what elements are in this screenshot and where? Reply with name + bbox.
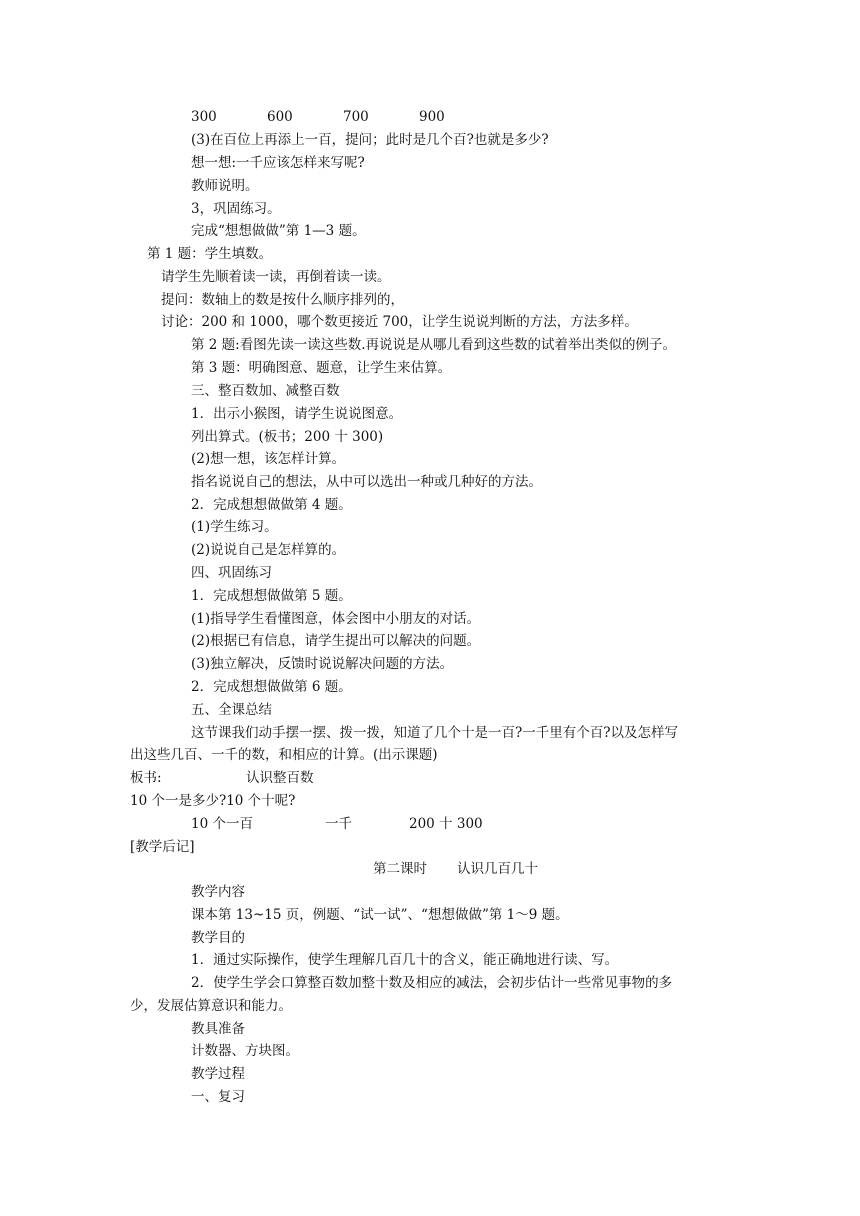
board-label: 板书: (130, 770, 162, 786)
text-line: (3)独立解决，反馈时说说解决问题的方法。 (191, 656, 454, 672)
section-heading: 一、复习 (191, 1089, 245, 1105)
text-line: 2．完成想想做做第 6 题。 (191, 679, 352, 695)
text-line: 列出算式。(板书；200 十 300) (191, 429, 384, 445)
teaching-notes-label: [教学后记] (130, 839, 195, 855)
text-line: 提问：数轴上的数是按什么顺序排列的， (161, 292, 404, 308)
board-title: 认识整百数 (246, 770, 314, 786)
text-line: 1．出示小猴图，请学生说说图意。 (191, 406, 403, 422)
lesson-period: 第二课时 (373, 861, 427, 877)
number-900: 900 (419, 109, 445, 125)
board-item: 一千 (325, 816, 352, 832)
text-line: (1)学生练习。 (191, 519, 278, 535)
board-item: 200 十 300 (409, 816, 483, 832)
section-heading: 教学过程 (191, 1066, 245, 1082)
section-heading: 教具准备 (191, 1021, 245, 1037)
board-header (130, 769, 314, 787)
board-question: 10 个一是多少?10 个十呢? (130, 793, 296, 809)
section-heading: 教学目的 (191, 930, 245, 946)
text-line: (1)指导学生看懂图意，体会图中小朋友的对话。 (191, 611, 481, 627)
board-items (191, 815, 483, 833)
text-line: 3，巩固练习。 (191, 201, 281, 217)
section-heading: 三、整百数加、减整百数 (191, 383, 340, 399)
text-line: 2．完成想想做做第 4 题。 (191, 497, 352, 513)
text-line: (2)根据已有信息，请学生提出可以解决的问题。 (191, 633, 481, 649)
text-line: 1．通过实际操作，使学生理解几百几十的含义，能正确地进行读、写。 (191, 952, 619, 968)
text-line: 少，发展估算意识和能力。 (130, 998, 292, 1014)
text-line: (3)在百位上再添上一百，提问；此时是几个百?也就是多少? (191, 132, 549, 148)
lesson-heading (373, 860, 538, 878)
text-line: 指名说说自己的想法，从中可以选出一种或几种好的方法。 (191, 474, 542, 490)
section-heading: 教学内容 (191, 884, 245, 900)
number-600: 600 (267, 109, 293, 125)
text-line: 请学生先顺着读一读，再倒着读一读。 (161, 269, 391, 285)
text-line: 讨论：200 和 1000，哪个数更接近 700，让学生说说判断的方法，方法多样。 (161, 314, 638, 330)
text-line: 教师说明。 (191, 178, 259, 194)
lesson-title: 认识几百几十 (457, 861, 538, 877)
text-line: (2)想一想，该怎样计算。 (191, 451, 346, 467)
text-line: 这节课我们动手摆一摆、拨一拨，知道了几个十是一百?一千里有个百?以及怎样写 (191, 725, 678, 741)
text-line: (2)说说自己是怎样算的。 (191, 542, 346, 558)
number-300: 300 (191, 109, 217, 125)
text-line: 计数器、方块图。 (191, 1043, 299, 1059)
text-line: 第 1 题：学生填数。 (147, 246, 273, 262)
numbers-row (191, 108, 445, 126)
text-line: 第 2 题:看图先读一读这些数.再说说是从哪儿看到这些数的试着举出类似的例子。 (191, 337, 677, 353)
text-line: 2．使学生学会口算整百数加整十数及相应的减法，会初步估计一些常见事物的多 (191, 975, 673, 991)
text-line: 想一想:一千应该怎样来写呢? (191, 155, 365, 171)
section-heading: 四、巩固练习 (191, 565, 272, 581)
text-line: 出这些几百、一千的数，和相应的计算。(出示课题) (130, 747, 438, 763)
text-line: 课本第 13~15 页，例题、“试一试”、“想想做做”第 1～9 题。 (191, 907, 569, 923)
board-item: 10 个一百 (191, 816, 253, 832)
text-line: 1．完成想想做做第 5 题。 (191, 588, 352, 604)
text-line: 完成“想想做做”第 1—3 题。 (191, 223, 366, 239)
section-heading: 五、全课总结 (191, 702, 272, 718)
number-700: 700 (343, 109, 369, 125)
text-line: 第 3 题：明确图意、题意，让学生来估算。 (191, 360, 452, 376)
